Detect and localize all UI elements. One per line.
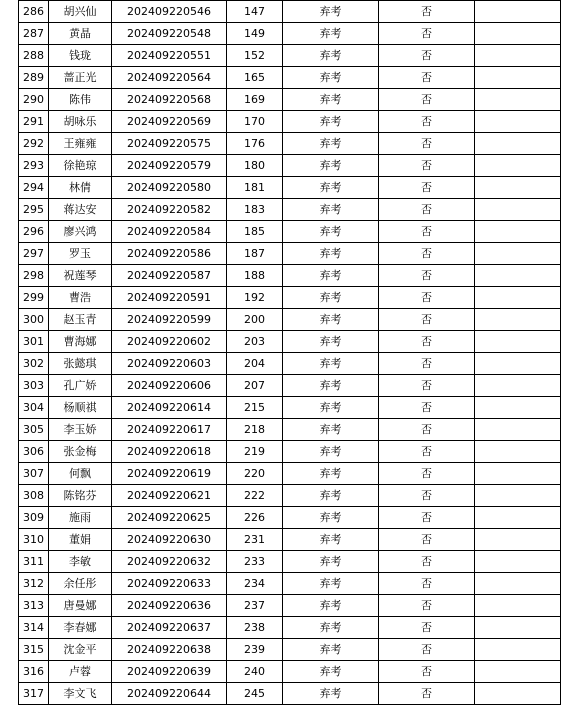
exam-id-cell: 202409220580 bbox=[112, 177, 227, 199]
flag-cell: 否 bbox=[379, 89, 475, 111]
note-cell bbox=[475, 595, 561, 617]
seat-number-cell: 219 bbox=[227, 441, 283, 463]
row-number-cell: 300 bbox=[19, 309, 49, 331]
seat-number-cell: 240 bbox=[227, 661, 283, 683]
table-row bbox=[19, 67, 561, 89]
row-number-cell: 311 bbox=[19, 551, 49, 573]
name-cell: 沈金平 bbox=[49, 639, 112, 661]
note-cell bbox=[475, 375, 561, 397]
exam-id-cell: 202409220619 bbox=[112, 463, 227, 485]
exam-id-cell: 202409220630 bbox=[112, 529, 227, 551]
seat-number-cell: 165 bbox=[227, 67, 283, 89]
table-row bbox=[19, 111, 561, 133]
flag-cell: 否 bbox=[379, 221, 475, 243]
row-number-cell: 286 bbox=[19, 1, 49, 23]
flag-cell: 否 bbox=[379, 397, 475, 419]
note-cell bbox=[475, 155, 561, 177]
table-row bbox=[19, 573, 561, 595]
flag-cell: 否 bbox=[379, 507, 475, 529]
exam-id-cell: 202409220582 bbox=[112, 199, 227, 221]
row-number-cell: 292 bbox=[19, 133, 49, 155]
name-cell: 杨顺祺 bbox=[49, 397, 112, 419]
exam-id-cell: 202409220587 bbox=[112, 265, 227, 287]
seat-number-cell: 218 bbox=[227, 419, 283, 441]
exam-id-cell: 202409220637 bbox=[112, 617, 227, 639]
seat-number-cell: 237 bbox=[227, 595, 283, 617]
row-number-cell: 315 bbox=[19, 639, 49, 661]
note-cell bbox=[475, 507, 561, 529]
row-number-cell: 309 bbox=[19, 507, 49, 529]
name-cell: 钱珑 bbox=[49, 45, 112, 67]
status-cell: 弃考 bbox=[283, 1, 379, 23]
status-cell: 弃考 bbox=[283, 155, 379, 177]
status-cell: 弃考 bbox=[283, 133, 379, 155]
flag-cell: 否 bbox=[379, 595, 475, 617]
table-row bbox=[19, 485, 561, 507]
table-row bbox=[19, 419, 561, 441]
status-cell: 弃考 bbox=[283, 353, 379, 375]
exam-id-cell: 202409220638 bbox=[112, 639, 227, 661]
row-number-cell: 296 bbox=[19, 221, 49, 243]
table-row bbox=[19, 133, 561, 155]
note-cell bbox=[475, 485, 561, 507]
table-row bbox=[19, 683, 561, 705]
seat-number-cell: 222 bbox=[227, 485, 283, 507]
note-cell bbox=[475, 89, 561, 111]
flag-cell: 否 bbox=[379, 331, 475, 353]
flag-cell: 否 bbox=[379, 683, 475, 705]
exam-id-cell: 202409220551 bbox=[112, 45, 227, 67]
exam-id-cell: 202409220568 bbox=[112, 89, 227, 111]
results-table bbox=[18, 0, 561, 705]
seat-number-cell: 226 bbox=[227, 507, 283, 529]
exam-id-cell: 202409220575 bbox=[112, 133, 227, 155]
seat-number-cell: 238 bbox=[227, 617, 283, 639]
flag-cell: 否 bbox=[379, 177, 475, 199]
status-cell: 弃考 bbox=[283, 265, 379, 287]
status-cell: 弃考 bbox=[283, 199, 379, 221]
note-cell bbox=[475, 573, 561, 595]
exam-id-cell: 202409220599 bbox=[112, 309, 227, 331]
row-number-cell: 297 bbox=[19, 243, 49, 265]
name-cell: 董娟 bbox=[49, 529, 112, 551]
note-cell bbox=[475, 265, 561, 287]
table-row bbox=[19, 309, 561, 331]
name-cell: 李敏 bbox=[49, 551, 112, 573]
table-row bbox=[19, 287, 561, 309]
row-number-cell: 294 bbox=[19, 177, 49, 199]
name-cell: 徐艳琼 bbox=[49, 155, 112, 177]
exam-id-cell: 202409220548 bbox=[112, 23, 227, 45]
row-number-cell: 307 bbox=[19, 463, 49, 485]
table-body bbox=[19, 1, 561, 705]
seat-number-cell: 147 bbox=[227, 1, 283, 23]
table-row bbox=[19, 353, 561, 375]
seat-number-cell: 233 bbox=[227, 551, 283, 573]
row-number-cell: 308 bbox=[19, 485, 49, 507]
seat-number-cell: 207 bbox=[227, 375, 283, 397]
note-cell bbox=[475, 1, 561, 23]
row-number-cell: 304 bbox=[19, 397, 49, 419]
seat-number-cell: 234 bbox=[227, 573, 283, 595]
note-cell bbox=[475, 111, 561, 133]
name-cell: 孔广娇 bbox=[49, 375, 112, 397]
status-cell: 弃考 bbox=[283, 485, 379, 507]
status-cell: 弃考 bbox=[283, 661, 379, 683]
name-cell: 李文飞 bbox=[49, 683, 112, 705]
row-number-cell: 302 bbox=[19, 353, 49, 375]
exam-id-cell: 202409220603 bbox=[112, 353, 227, 375]
flag-cell: 否 bbox=[379, 199, 475, 221]
seat-number-cell: 176 bbox=[227, 133, 283, 155]
table-row bbox=[19, 221, 561, 243]
flag-cell: 否 bbox=[379, 573, 475, 595]
status-cell: 弃考 bbox=[283, 375, 379, 397]
flag-cell: 否 bbox=[379, 529, 475, 551]
name-cell: 祝莲琴 bbox=[49, 265, 112, 287]
row-number-cell: 310 bbox=[19, 529, 49, 551]
name-cell: 蔷正光 bbox=[49, 67, 112, 89]
table-row bbox=[19, 529, 561, 551]
name-cell: 曹海娜 bbox=[49, 331, 112, 353]
flag-cell: 否 bbox=[379, 353, 475, 375]
seat-number-cell: 192 bbox=[227, 287, 283, 309]
flag-cell: 否 bbox=[379, 243, 475, 265]
seat-number-cell: 204 bbox=[227, 353, 283, 375]
row-number-cell: 303 bbox=[19, 375, 49, 397]
note-cell bbox=[475, 639, 561, 661]
name-cell: 唐曼娜 bbox=[49, 595, 112, 617]
note-cell bbox=[475, 287, 561, 309]
seat-number-cell: 245 bbox=[227, 683, 283, 705]
row-number-cell: 295 bbox=[19, 199, 49, 221]
flag-cell: 否 bbox=[379, 111, 475, 133]
seat-number-cell: 231 bbox=[227, 529, 283, 551]
status-cell: 弃考 bbox=[283, 221, 379, 243]
exam-id-cell: 202409220644 bbox=[112, 683, 227, 705]
exam-id-cell: 202409220591 bbox=[112, 287, 227, 309]
seat-number-cell: 169 bbox=[227, 89, 283, 111]
table-row bbox=[19, 397, 561, 419]
seat-number-cell: 200 bbox=[227, 309, 283, 331]
flag-cell: 否 bbox=[379, 23, 475, 45]
name-cell: 廖兴鸿 bbox=[49, 221, 112, 243]
note-cell bbox=[475, 331, 561, 353]
exam-id-cell: 202409220618 bbox=[112, 441, 227, 463]
table-row bbox=[19, 155, 561, 177]
flag-cell: 否 bbox=[379, 617, 475, 639]
status-cell: 弃考 bbox=[283, 507, 379, 529]
note-cell bbox=[475, 661, 561, 683]
flag-cell: 否 bbox=[379, 1, 475, 23]
note-cell bbox=[475, 419, 561, 441]
status-cell: 弃考 bbox=[283, 331, 379, 353]
exam-id-cell: 202409220632 bbox=[112, 551, 227, 573]
status-cell: 弃考 bbox=[283, 89, 379, 111]
row-number-cell: 293 bbox=[19, 155, 49, 177]
row-number-cell: 288 bbox=[19, 45, 49, 67]
table-row bbox=[19, 463, 561, 485]
exam-id-cell: 202409220636 bbox=[112, 595, 227, 617]
name-cell: 施雨 bbox=[49, 507, 112, 529]
name-cell: 胡咏乐 bbox=[49, 111, 112, 133]
note-cell bbox=[475, 683, 561, 705]
flag-cell: 否 bbox=[379, 551, 475, 573]
flag-cell: 否 bbox=[379, 375, 475, 397]
flag-cell: 否 bbox=[379, 67, 475, 89]
name-cell: 张金梅 bbox=[49, 441, 112, 463]
name-cell: 余任彤 bbox=[49, 573, 112, 595]
note-cell bbox=[475, 397, 561, 419]
table-row bbox=[19, 639, 561, 661]
table-row bbox=[19, 331, 561, 353]
seat-number-cell: 185 bbox=[227, 221, 283, 243]
note-cell bbox=[475, 309, 561, 331]
status-cell: 弃考 bbox=[283, 111, 379, 133]
name-cell: 罗玉 bbox=[49, 243, 112, 265]
table-row bbox=[19, 89, 561, 111]
note-cell bbox=[475, 23, 561, 45]
exam-id-cell: 202409220569 bbox=[112, 111, 227, 133]
status-cell: 弃考 bbox=[283, 309, 379, 331]
note-cell bbox=[475, 529, 561, 551]
flag-cell: 否 bbox=[379, 265, 475, 287]
flag-cell: 否 bbox=[379, 287, 475, 309]
exam-id-cell: 202409220633 bbox=[112, 573, 227, 595]
name-cell: 王雍雍 bbox=[49, 133, 112, 155]
row-number-cell: 290 bbox=[19, 89, 49, 111]
seat-number-cell: 187 bbox=[227, 243, 283, 265]
table-row bbox=[19, 507, 561, 529]
table-row bbox=[19, 595, 561, 617]
row-number-cell: 301 bbox=[19, 331, 49, 353]
table-row bbox=[19, 375, 561, 397]
exam-id-cell: 202409220546 bbox=[112, 1, 227, 23]
table-row bbox=[19, 243, 561, 265]
note-cell bbox=[475, 441, 561, 463]
flag-cell: 否 bbox=[379, 661, 475, 683]
exam-id-cell: 202409220586 bbox=[112, 243, 227, 265]
status-cell: 弃考 bbox=[283, 419, 379, 441]
exam-id-cell: 202409220639 bbox=[112, 661, 227, 683]
seat-number-cell: 170 bbox=[227, 111, 283, 133]
seat-number-cell: 203 bbox=[227, 331, 283, 353]
row-number-cell: 299 bbox=[19, 287, 49, 309]
status-cell: 弃考 bbox=[283, 551, 379, 573]
row-number-cell: 312 bbox=[19, 573, 49, 595]
note-cell bbox=[475, 67, 561, 89]
exam-id-cell: 202409220579 bbox=[112, 155, 227, 177]
exam-id-cell: 202409220614 bbox=[112, 397, 227, 419]
name-cell: 胡兴仙 bbox=[49, 1, 112, 23]
seat-number-cell: 215 bbox=[227, 397, 283, 419]
exam-id-cell: 202409220564 bbox=[112, 67, 227, 89]
exam-id-cell: 202409220621 bbox=[112, 485, 227, 507]
seat-number-cell: 181 bbox=[227, 177, 283, 199]
name-cell: 黄晶 bbox=[49, 23, 112, 45]
table-row bbox=[19, 661, 561, 683]
row-number-cell: 287 bbox=[19, 23, 49, 45]
row-number-cell: 298 bbox=[19, 265, 49, 287]
row-number-cell: 291 bbox=[19, 111, 49, 133]
status-cell: 弃考 bbox=[283, 67, 379, 89]
status-cell: 弃考 bbox=[283, 23, 379, 45]
name-cell: 卢蓉 bbox=[49, 661, 112, 683]
name-cell: 陈铭芬 bbox=[49, 485, 112, 507]
table-row bbox=[19, 441, 561, 463]
note-cell bbox=[475, 45, 561, 67]
name-cell: 何飘 bbox=[49, 463, 112, 485]
table-row bbox=[19, 45, 561, 67]
status-cell: 弃考 bbox=[283, 595, 379, 617]
row-number-cell: 314 bbox=[19, 617, 49, 639]
flag-cell: 否 bbox=[379, 639, 475, 661]
note-cell bbox=[475, 221, 561, 243]
name-cell: 张懿琪 bbox=[49, 353, 112, 375]
exam-id-cell: 202409220584 bbox=[112, 221, 227, 243]
row-number-cell: 313 bbox=[19, 595, 49, 617]
flag-cell: 否 bbox=[379, 463, 475, 485]
name-cell: 曹浩 bbox=[49, 287, 112, 309]
status-cell: 弃考 bbox=[283, 639, 379, 661]
row-number-cell: 316 bbox=[19, 661, 49, 683]
status-cell: 弃考 bbox=[283, 243, 379, 265]
note-cell bbox=[475, 551, 561, 573]
status-cell: 弃考 bbox=[283, 177, 379, 199]
table-row bbox=[19, 551, 561, 573]
table-row bbox=[19, 1, 561, 23]
status-cell: 弃考 bbox=[283, 287, 379, 309]
table-row bbox=[19, 177, 561, 199]
table-row bbox=[19, 199, 561, 221]
exam-id-cell: 202409220606 bbox=[112, 375, 227, 397]
note-cell bbox=[475, 617, 561, 639]
status-cell: 弃考 bbox=[283, 397, 379, 419]
table-row bbox=[19, 23, 561, 45]
row-number-cell: 317 bbox=[19, 683, 49, 705]
seat-number-cell: 220 bbox=[227, 463, 283, 485]
status-cell: 弃考 bbox=[283, 529, 379, 551]
flag-cell: 否 bbox=[379, 309, 475, 331]
row-number-cell: 306 bbox=[19, 441, 49, 463]
seat-number-cell: 152 bbox=[227, 45, 283, 67]
exam-id-cell: 202409220617 bbox=[112, 419, 227, 441]
note-cell bbox=[475, 199, 561, 221]
seat-number-cell: 180 bbox=[227, 155, 283, 177]
name-cell: 李春娜 bbox=[49, 617, 112, 639]
name-cell: 李玉娇 bbox=[49, 419, 112, 441]
exam-id-cell: 202409220602 bbox=[112, 331, 227, 353]
seat-number-cell: 188 bbox=[227, 265, 283, 287]
note-cell bbox=[475, 177, 561, 199]
status-cell: 弃考 bbox=[283, 45, 379, 67]
status-cell: 弃考 bbox=[283, 441, 379, 463]
exam-id-cell: 202409220625 bbox=[112, 507, 227, 529]
status-cell: 弃考 bbox=[283, 683, 379, 705]
seat-number-cell: 149 bbox=[227, 23, 283, 45]
note-cell bbox=[475, 463, 561, 485]
flag-cell: 否 bbox=[379, 45, 475, 67]
row-number-cell: 289 bbox=[19, 67, 49, 89]
name-cell: 蒋达安 bbox=[49, 199, 112, 221]
note-cell bbox=[475, 353, 561, 375]
status-cell: 弃考 bbox=[283, 463, 379, 485]
name-cell: 赵玉青 bbox=[49, 309, 112, 331]
table-row bbox=[19, 265, 561, 287]
row-number-cell: 305 bbox=[19, 419, 49, 441]
flag-cell: 否 bbox=[379, 155, 475, 177]
flag-cell: 否 bbox=[379, 441, 475, 463]
flag-cell: 否 bbox=[379, 133, 475, 155]
name-cell: 陈伟 bbox=[49, 89, 112, 111]
note-cell bbox=[475, 243, 561, 265]
flag-cell: 否 bbox=[379, 419, 475, 441]
flag-cell: 否 bbox=[379, 485, 475, 507]
status-cell: 弃考 bbox=[283, 617, 379, 639]
name-cell: 林倩 bbox=[49, 177, 112, 199]
status-cell: 弃考 bbox=[283, 573, 379, 595]
note-cell bbox=[475, 133, 561, 155]
seat-number-cell: 239 bbox=[227, 639, 283, 661]
table-row bbox=[19, 617, 561, 639]
seat-number-cell: 183 bbox=[227, 199, 283, 221]
